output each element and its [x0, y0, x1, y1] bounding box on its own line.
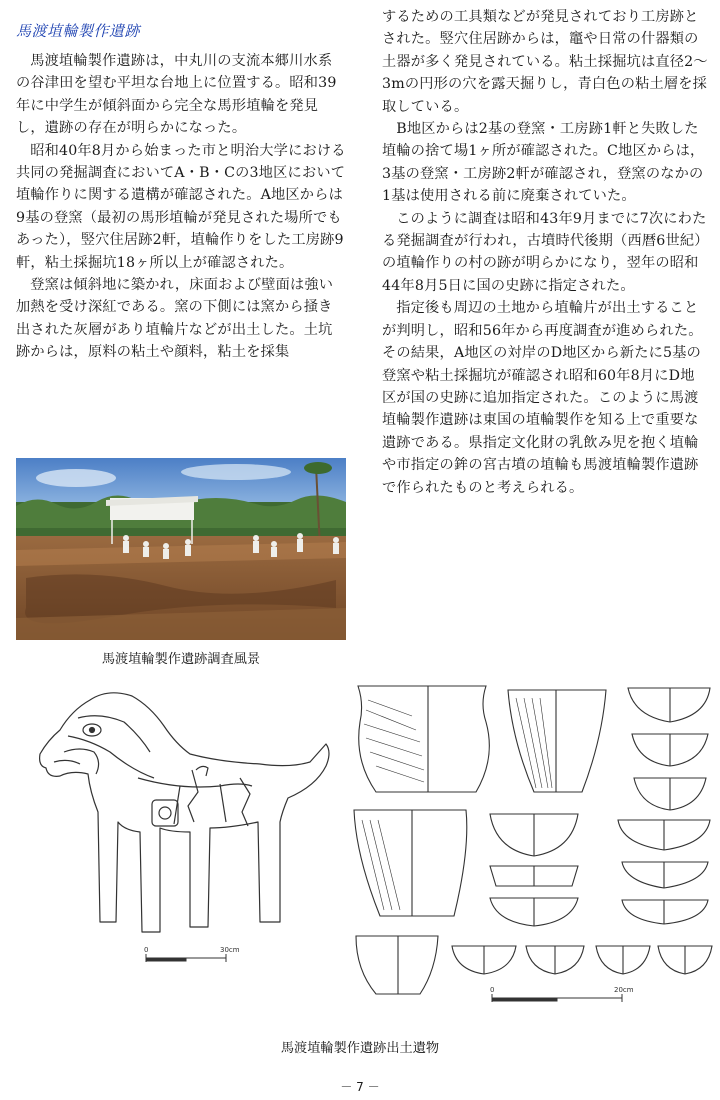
pottery-scale-start: 0	[490, 986, 495, 994]
photo-caption: 馬渡埴輪製作遺跡調査風景	[101, 652, 261, 667]
excavation-photo	[16, 458, 346, 640]
pottery-scale-end: 20cm	[614, 986, 634, 994]
article-title: 馬渡埴輪製作遺跡	[16, 22, 141, 40]
paragraph: 昭和40年8月から始まった市と明治大学における共同の発掘調査においてA・B・Cの3地区において埴輪作りに関する遺構が確認された。A地区からは9基の登窯（最初の馬形埴輪が発見された場所でもあった），竪穴住居跡2軒，埴輪作りをした工房跡9軒，粘土採掘坑18ヶ所以上が確認された。	[16, 142, 346, 271]
artifacts-caption: 馬渡埴輪製作遺跡出土遺物	[280, 1041, 440, 1056]
horse-scale-start: 0	[144, 946, 149, 954]
right-column	[382, 6, 708, 499]
page-number: － 7 －	[340, 1080, 380, 1094]
paragraph-continuation: するための工具類などが発見されており工房跡とされた。竪穴住居跡からは，竈や日常の什器類の土器が多く発見されている。粘土採掘坑は直径2～3mの円形の穴を露天掘りし，青白色の粘土層を採取している。	[382, 9, 708, 115]
haniwa-horse-drawing	[20, 682, 340, 982]
pottery-drawings	[346, 680, 718, 1010]
paragraph: このように調査は昭和43年9月までに7次にわたる発掘調査が行われ，古墳時代後期（西暦6世紀）の埴輪作りの村の跡が明らかになり，翌年の昭和44年8月5日に国の史跡に指定された。	[382, 210, 707, 294]
horse-scale-end: 30cm	[220, 946, 240, 954]
paragraph: 指定後も周辺の土地から埴輪片が出土することが判明し，昭和56年から再度調査が進められた。その結果，A地区の対岸のD地区から新たに5基の登窯や粘土採掘坑が確認され昭和60年8月にD地区が国の史跡に追加指定された。このように馬渡埴輪製作遺跡は東国の埴輪製作を知る上で重要な遺跡である。県指定文化財の乳飲み児を抱く埴輪や市指定の鉾の宮古墳の埴輪も馬渡埴輪製作遺跡で作られたものと考えられる。	[382, 300, 703, 496]
paragraph: 馬渡埴輪製作遺跡は，中丸川の支流本郷川水系の谷津田を望む平坦な台地上に位置する。昭和39年に中学生が傾斜面から完全な馬形埴輪を発見し，遺跡の存在が明らかになった。	[16, 53, 337, 137]
left-column	[16, 50, 346, 364]
paragraph: B地区からは2基の登窯・工房跡1軒と失敗した埴輪の捨て場1ヶ所が確認された。C地区からは，3基の登窯・工房跡2軒が確認され，登窯のなかの1基は使用される前に廃棄されていた。	[382, 121, 705, 205]
paragraph: 登窯は傾斜地に築かれ，床面および壁面は強い加熱を受け深紅である。窯の下側には窯から掻き出された灰層があり埴輪片などが出土した。土坑跡からは，原料の粘土や顔料，粘土を採集	[16, 277, 334, 361]
